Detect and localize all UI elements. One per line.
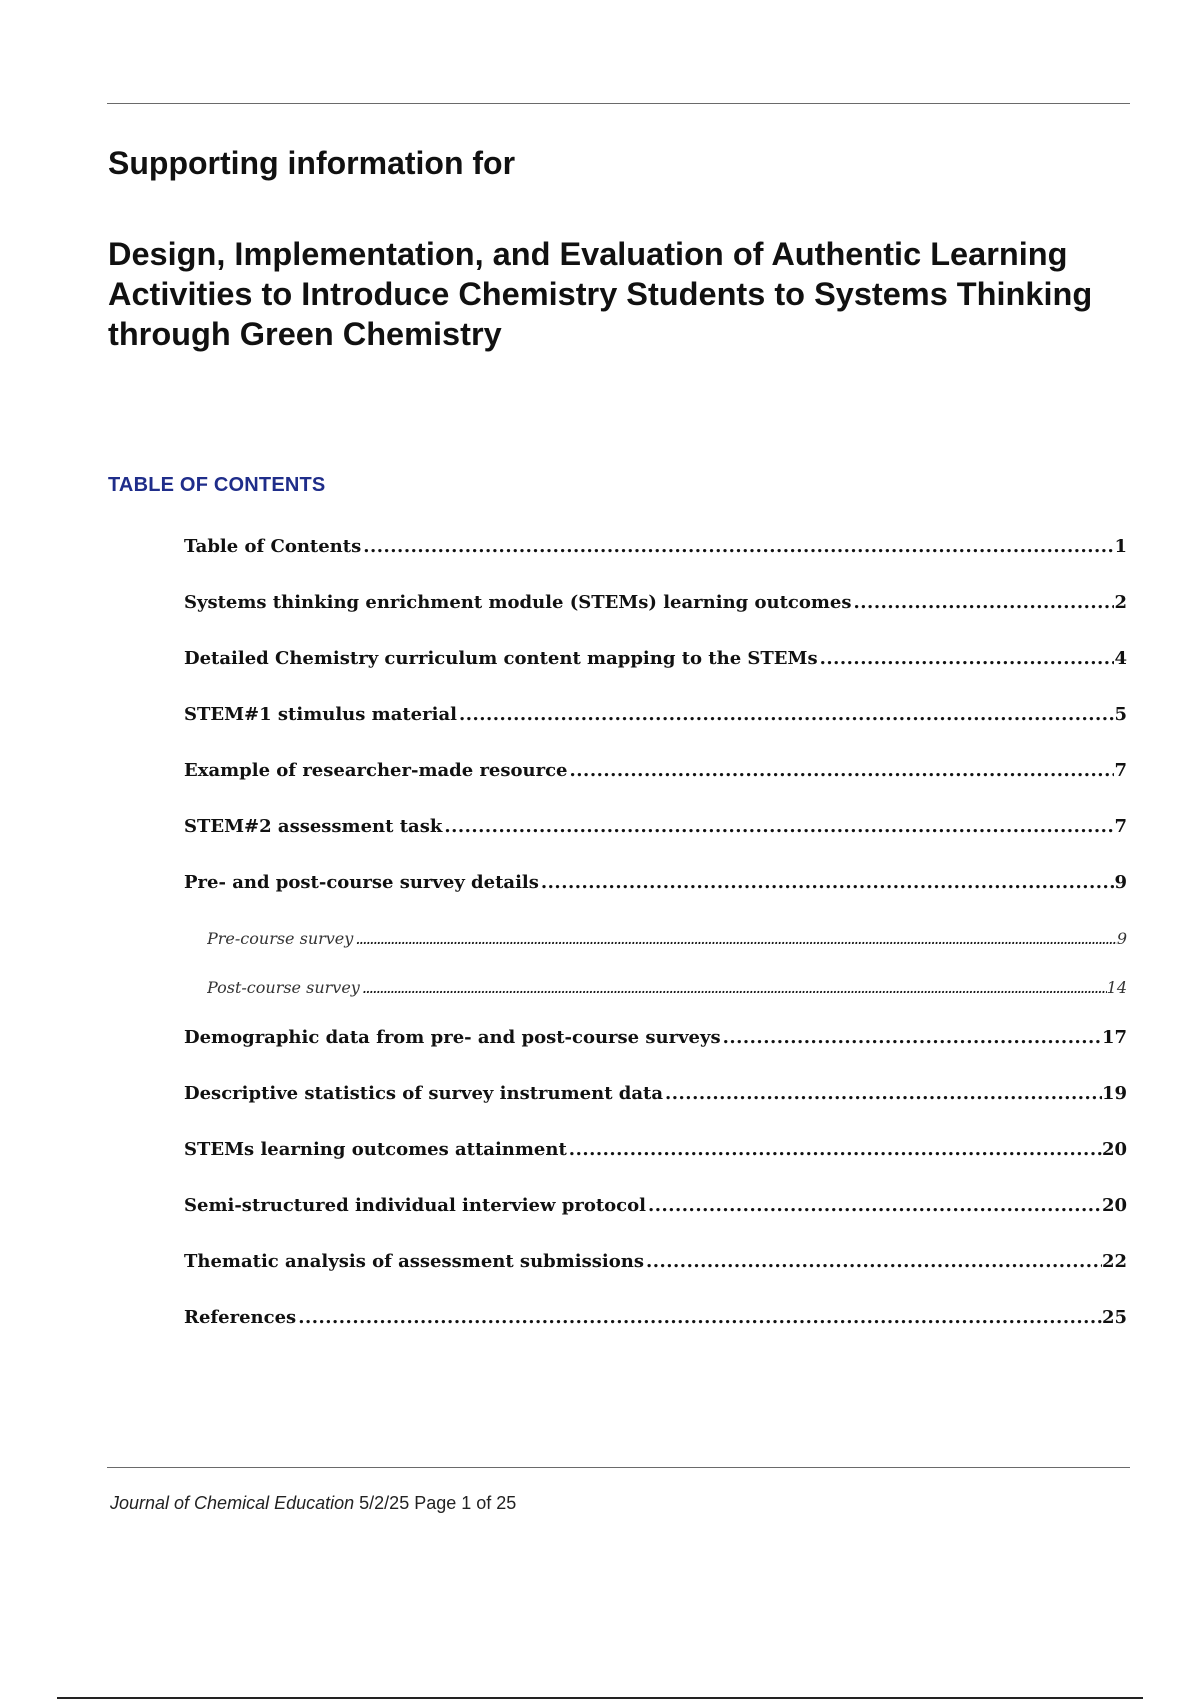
toc-leader [296, 1307, 1102, 1328]
toc-entry-label: Table of Contents [184, 536, 362, 557]
toc-entry-label: STEM#1 stimulus material [184, 704, 457, 725]
toc-entry-page: 19 [1101, 1083, 1127, 1104]
toc-entry[interactable] [184, 648, 1127, 669]
toc-entry-page: 20 [1101, 1139, 1127, 1160]
toc-entry[interactable] [184, 1251, 1127, 1272]
toc-entry-label: Example of researcher-made resource [184, 760, 568, 781]
title-line: Activities to Introduce Chemistry Students to Systems Thinking [108, 276, 1093, 312]
toc-entry[interactable] [184, 536, 1127, 557]
toc-entry-page: 4 [1114, 648, 1127, 669]
toc-leader [721, 1027, 1102, 1048]
toc-leader [457, 704, 1115, 725]
toc-entry-page: 7 [1114, 816, 1127, 837]
toc-entry[interactable] [184, 1307, 1127, 1328]
toc-entry-page: 14 [1106, 978, 1127, 997]
page-footer [110, 1493, 516, 1514]
toc-entry-page: 22 [1101, 1251, 1127, 1272]
toc-entry[interactable] [184, 592, 1127, 613]
toc-leader [442, 816, 1114, 837]
toc-entry-page: 17 [1101, 1027, 1127, 1048]
toc-leader [646, 1195, 1102, 1216]
toc-leader [852, 592, 1115, 613]
toc-entry[interactable] [184, 1139, 1127, 1160]
toc-heading: TABLE OF CONTENTS [108, 474, 326, 496]
toc-entry-page: 5 [1114, 704, 1127, 725]
toc-leader [361, 536, 1114, 557]
toc-leader [644, 1251, 1102, 1272]
toc-leader [360, 978, 1107, 997]
toc-leader [663, 1083, 1102, 1104]
toc-entry-page: 25 [1101, 1307, 1127, 1328]
toc-entry-page: 9 [1114, 872, 1127, 893]
toc-entry[interactable] [184, 760, 1127, 781]
toc-leader [568, 760, 1115, 781]
toc-entry-label: Descriptive statistics of survey instrument data [184, 1083, 663, 1104]
title-line: Design, Implementation, and Evaluation of Authentic Learning [108, 236, 1068, 272]
footer-date-page: 5/2/25 Page 1 of 25 [359, 1493, 517, 1513]
toc-leader [539, 872, 1115, 893]
toc-leader [353, 929, 1117, 948]
footer-journal: Journal of Chemical Education [110, 1493, 355, 1513]
toc-entry-label: Systems thinking enrichment module (STEMs) learning outcomes [184, 592, 852, 613]
toc-entry-label: Thematic analysis of assessment submissions [184, 1251, 644, 1272]
toc-entry[interactable] [184, 704, 1127, 725]
toc-entry[interactable] [184, 816, 1127, 837]
toc-subentry[interactable] [207, 978, 1127, 997]
toc-entry-page: 9 [1116, 929, 1127, 948]
document-subtitle: Supporting information for [108, 145, 516, 181]
toc-entry[interactable] [184, 1027, 1127, 1048]
toc-entry-label: References [184, 1307, 297, 1328]
toc-entry-label: Detailed Chemistry curriculum content mapping to the STEMs [184, 648, 818, 669]
toc-entry[interactable] [184, 1195, 1127, 1216]
toc-entry[interactable] [184, 1083, 1127, 1104]
toc-entry-page: 1 [1114, 536, 1127, 557]
toc-entry-label: Pre- and post-course survey details [184, 872, 539, 893]
title-line: through Green Chemistry [108, 316, 502, 352]
toc-entry-page: 7 [1114, 760, 1127, 781]
toc-entry-label: Post-course survey [207, 978, 360, 997]
toc-entry-page: 2 [1114, 592, 1127, 613]
toc-entry-label: STEM#2 assessment task [184, 816, 443, 837]
toc-entry-page: 20 [1101, 1195, 1127, 1216]
toc-entry-label: Demographic data from pre- and post-course surveys [184, 1027, 721, 1048]
toc-entry-label: STEMs learning outcomes attainment [184, 1139, 567, 1160]
toc-leader [818, 648, 1115, 669]
toc-leader [567, 1139, 1102, 1160]
toc-entry[interactable] [184, 872, 1127, 893]
page-edge-rule [57, 1697, 1143, 1699]
footer-rule [107, 1467, 1130, 1468]
toc-entry-label: Semi-structured individual interview protocol [184, 1195, 646, 1216]
toc-entry-label: Pre-course survey [207, 929, 354, 948]
toc-subentry[interactable] [207, 929, 1127, 948]
